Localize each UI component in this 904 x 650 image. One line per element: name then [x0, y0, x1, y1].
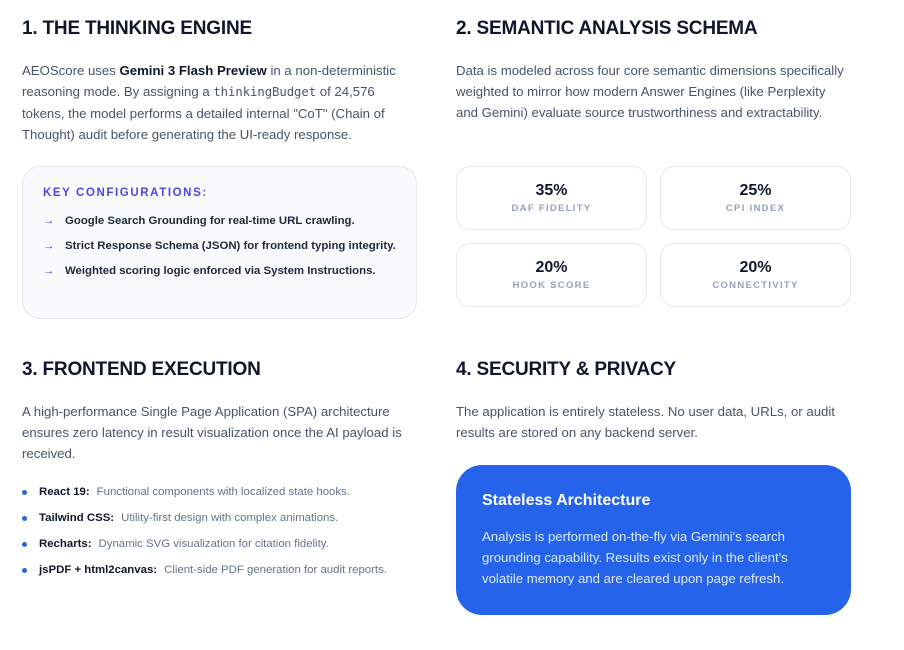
card-title: Stateless Architecture: [482, 492, 651, 509]
card-text: Analysis is performed on-the-fly via Gemini's search grounding capability. Results exist only in the client's volatile memory and are cleared upon page refresh.: [482, 529, 788, 586]
stat-card-cpi-index: [660, 166, 851, 230]
bullet-dot-icon: [22, 490, 27, 495]
config-item-text: Weighted scoring logic enforced via System Instructions.: [65, 265, 376, 277]
tech-name: jsPDF + html2canvas:: [39, 564, 158, 576]
tech-stack-list: [22, 484, 417, 578]
section-thinking-engine: [22, 18, 417, 145]
section-title: 1. THE THINKING ENGINE: [22, 18, 252, 39]
stat-value: 20%: [535, 259, 568, 276]
description-text: in a non-deterministic reasoning mode. By assigning a: [22, 63, 396, 99]
stat-value: 20%: [739, 259, 772, 276]
arrow-right-icon: →: [43, 215, 55, 227]
config-item: [43, 263, 396, 279]
arrow-right-icon: →: [43, 265, 55, 277]
key-configurations-box: [22, 166, 417, 319]
stat-card-hook-score: [456, 243, 647, 307]
config-title: KEY CONFIGURATIONS:: [43, 187, 208, 199]
section-title: 2. SEMANTIC ANALYSIS SCHEMA: [456, 18, 758, 39]
tech-description: Client-side PDF generation for audit reports.: [164, 564, 387, 576]
config-item-text: Google Search Grounding for real-time URL crawling.: [65, 215, 355, 227]
tech-name: Recharts:: [39, 538, 92, 550]
model-name: Gemini 3 Flash Preview: [119, 63, 267, 78]
tech-item: [22, 562, 417, 578]
bullet-dot-icon: [22, 542, 27, 547]
tech-name: React 19:: [39, 486, 90, 498]
config-item: [43, 238, 396, 254]
stat-card-connectivity: [660, 243, 851, 307]
bullet-dot-icon: [22, 568, 27, 573]
tech-item: [22, 484, 417, 500]
tech-description: Utility-first design with complex animations.: [121, 512, 339, 524]
section-description: The application is entirely stateless. No user data, URLs, or audit results are stored on any backend server.: [456, 404, 835, 440]
stat-label: HOOK SCORE: [512, 280, 591, 291]
config-item-text: Strict Response Schema (JSON) for frontend typing integrity.: [65, 240, 396, 252]
config-item: [43, 213, 396, 229]
tech-name: Tailwind CSS:: [39, 512, 115, 524]
section-description: [22, 60, 417, 145]
section-title: 3. FRONTEND EXECUTION: [22, 359, 261, 380]
stat-label: DAF FIDELITY: [511, 203, 592, 214]
stateless-architecture-card: [456, 465, 851, 615]
arrow-right-icon: →: [43, 240, 55, 252]
stat-label: CPI INDEX: [725, 203, 786, 214]
section-semantic-schema: [456, 18, 851, 123]
description-text: of 24,576 tokens, the model performs a detailed internal "CoT" (Chain of Thought) audit before generating the UI-ready response.: [22, 84, 385, 142]
stat-value: 35%: [535, 182, 568, 199]
tech-item: [22, 536, 417, 552]
tech-description: Functional components with localized state hooks.: [96, 486, 350, 498]
section-description: Data is modeled across four core semantic dimensions specifically weighted to mirror how modern Answer Engines (like Perplexity and Gemini) evaluate source trustworthiness and extractability.: [456, 63, 844, 120]
config-list: [43, 213, 396, 279]
stat-label: CONNECTIVITY: [712, 280, 799, 291]
section-frontend-execution: [22, 359, 417, 588]
tech-description: Dynamic SVG visualization for citation fidelity.: [98, 538, 329, 550]
stat-card-daf-fidelity: [456, 166, 647, 230]
tech-item: [22, 510, 417, 526]
section-description: A high-performance Single Page Application (SPA) architecture ensures zero latency in result visualization once the AI payload is received.: [22, 404, 402, 461]
section-security-privacy: [456, 359, 851, 443]
code-term: thinkingBudget: [213, 85, 317, 99]
stat-value: 25%: [739, 182, 772, 199]
section-title: 4. SECURITY & PRIVACY: [456, 359, 676, 380]
bullet-dot-icon: [22, 516, 27, 521]
description-text: AEOScore uses: [22, 63, 120, 78]
